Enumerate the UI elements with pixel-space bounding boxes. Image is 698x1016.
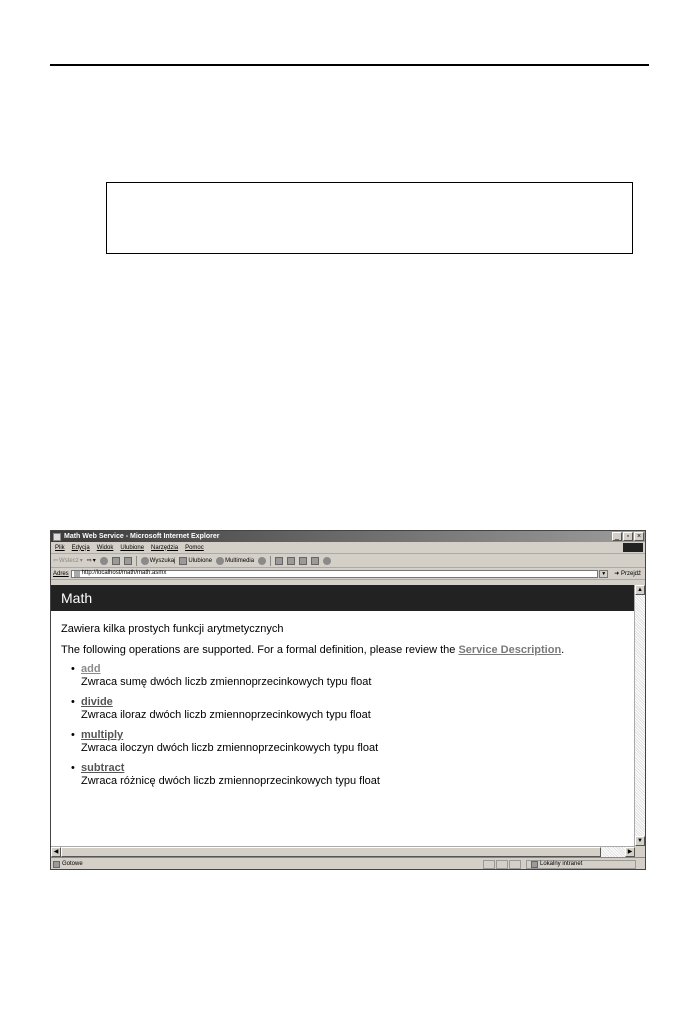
status-bar [51,857,645,870]
favorites-label: Ulubione [188,557,213,564]
list-item [71,696,635,722]
address-url: http://localhost/math/math.asmx [81,570,167,576]
media-icon [216,557,224,565]
dropdown-arrow-icon: ▾ [79,558,83,564]
operation-description: Zwraca iloraz dwóch liczb zmiennoprzecinkowych typu float [81,709,371,721]
back-button[interactable] [53,557,83,564]
window-title: Math Web Service - Microsoft Internet Explorer [64,533,220,540]
page-icon [74,571,80,577]
menu-bar [51,542,645,554]
horizontal-scrollbar[interactable] [51,846,635,857]
status-page-icon [53,861,60,868]
list-item [71,729,635,755]
intro-end: . [561,644,565,656]
search-icon [141,557,149,565]
menu-view[interactable]: Widok [96,544,114,551]
title-bar [51,531,645,542]
address-input[interactable] [71,570,599,578]
zone-label: Lokalny intranet [540,861,583,867]
status-cell [509,860,521,869]
intranet-icon [531,861,538,868]
address-dropdown-button[interactable]: ▼ [599,570,608,578]
address-label: Adres [53,570,69,577]
list-item [71,762,635,788]
media-button[interactable] [216,557,254,565]
home-icon[interactable] [124,557,132,565]
operation-description: Zwraca iloczyn dwóch liczb zmiennoprzecinkowych typu float [81,742,379,754]
operation-link-subtract[interactable]: subtract [81,762,125,774]
favorites-button[interactable] [179,557,212,565]
mail-icon[interactable] [275,557,283,565]
scroll-right-icon[interactable]: ▶ [625,847,635,857]
menu-favorites[interactable]: Ulubione [120,544,145,551]
intro-text: The following operations are supported. For a formal definition, please review the [61,644,459,656]
back-arrow-icon: ⇦ [53,558,59,564]
status-cell [496,860,508,869]
status-cell [483,860,495,869]
history-icon[interactable] [258,557,266,565]
operation-description: Zwraca sumę dwóch liczb zmiennoprzecinkowych typu float [81,676,372,688]
print-icon[interactable] [287,557,295,565]
intro-paragraph [61,643,627,657]
browser-window [50,530,646,870]
horizontal-scroll-thumb[interactable] [61,847,601,857]
scroll-up-icon[interactable]: ▲ [635,585,645,595]
back-label: Wstecz [59,557,79,564]
page-heading: Math [51,585,635,611]
toolbar [51,554,645,568]
minimize-button[interactable]: _ [612,532,622,541]
scroll-left-icon[interactable]: ◀ [51,847,61,857]
go-button[interactable] [614,570,641,577]
menu-file[interactable]: Plik [55,544,65,551]
list-item [71,663,635,689]
search-label: Wyszukaj [149,557,176,564]
address-bar [51,568,645,580]
menu-help[interactable]: Pomoc [185,544,204,551]
operation-link-multiply[interactable]: multiply [81,729,124,741]
search-button[interactable] [141,557,176,565]
windows-logo-icon [623,543,643,552]
edit-icon[interactable] [299,557,307,565]
forward-arrow-icon: ⇨ [86,558,92,564]
toolbar-separator [270,556,271,566]
vertical-scrollbar[interactable] [634,585,645,846]
service-description-link[interactable]: Service Description [458,644,562,656]
ie-icon [53,533,61,541]
menu-edit[interactable]: Edycja [71,544,90,551]
operations-list [71,663,635,788]
dropdown-arrow-icon: ▾ [92,558,96,564]
toolbar-separator [136,556,137,566]
security-zone [526,860,636,869]
restore-button[interactable]: ▫ [623,532,633,541]
go-arrow-icon: ➜ [614,571,620,577]
media-label: Multimedia [225,557,255,564]
operation-link-divide[interactable]: divide [81,696,113,708]
go-label: Przejdź [620,571,641,577]
empty-frame-box [106,182,633,254]
favorites-icon [179,557,187,565]
service-description-text: Zawiera kilka prostych funkcji arytmetycznych [61,623,284,635]
menu-tools[interactable]: Narzędzia [151,544,179,551]
stop-icon[interactable] [100,557,108,565]
page-top-rule [50,64,649,66]
forward-button[interactable] [87,557,96,564]
operation-description: Zwraca różnicę dwóch liczb zmiennoprzecinkowych typu float [81,775,380,787]
close-button[interactable]: × [634,532,644,541]
page-content [51,585,635,846]
messenger-icon[interactable] [323,557,331,565]
discuss-icon[interactable] [311,557,319,565]
status-text: Gotowe [62,861,83,867]
operation-link-add[interactable]: add [81,663,101,675]
refresh-icon[interactable] [112,557,120,565]
scroll-down-icon[interactable]: ▼ [635,836,645,846]
